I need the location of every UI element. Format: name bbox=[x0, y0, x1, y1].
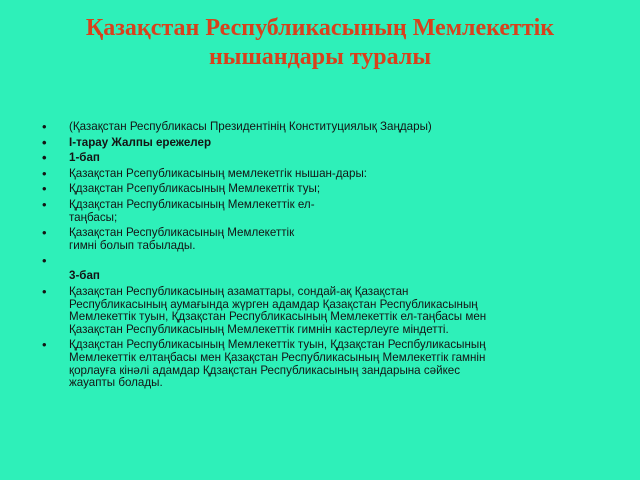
list-item bbox=[42, 270, 602, 283]
list-item-text: • Қазақстан Республикасының азаматтары, сондай-ақ Қазақстан bbox=[69, 284, 409, 298]
chapter-heading: • І-тарау Жалпы ережелер bbox=[69, 135, 212, 149]
list-item-text: Мемлекеттік туын, Қдзақстан Республикасының Мемлекеттік ел-таңбасы мен bbox=[69, 310, 487, 324]
list-item bbox=[42, 286, 602, 336]
list-item-text: • Қазақстан Республикасының Мемлекеттік bbox=[69, 226, 295, 240]
list-item bbox=[42, 137, 602, 150]
list-item-text: • Қдзақстан Рсепубликасының Мемлекетгік туы; bbox=[69, 182, 321, 196]
list-item-text: • Қазақстан Рсепубликасының мемлекетгік нышан-дары: bbox=[69, 166, 368, 180]
list-item-text: гимні болып табылады. bbox=[69, 238, 196, 252]
list-item-text: • Қдзақстан Республикасының Мемлекеттік туын, Қдзақстан Респбуликасының bbox=[69, 338, 486, 352]
list-item-text: қорлауға кінәлі адамдар Қдзақстан Республикасының зандарына сәйкес bbox=[69, 363, 461, 377]
list-item-text: Қазақстан Республикасының Мемлекеттік гимнін кастерлеуге міндетті. bbox=[69, 322, 449, 336]
list-item-text: жауапты болады. bbox=[69, 376, 163, 390]
list-item-text: • Қдзақстан Республикасының Мемлекеттік ел- bbox=[69, 197, 315, 211]
list-item-text: • (Қазақстан Республикасы Президентінің Конституциялық Заңдары) bbox=[69, 120, 432, 133]
list-item bbox=[42, 121, 602, 134]
list-item-text: Мемлекеттік елтаңбасы мен Қазақстан Республикасының Мемлекетгік гамнін bbox=[69, 350, 486, 364]
title-line-2: нышандары туралы bbox=[208, 44, 432, 70]
content-list bbox=[42, 121, 602, 393]
list-item bbox=[42, 152, 602, 165]
article-heading: 3-бап bbox=[69, 269, 100, 283]
list-item-text: таңбасы; bbox=[69, 210, 118, 224]
title-line-1: Қазақстан Республикасының Мемлекеттік bbox=[85, 15, 555, 41]
list-item-empty bbox=[42, 255, 602, 269]
page-title bbox=[40, 14, 600, 72]
list-item bbox=[42, 168, 602, 181]
list-item bbox=[42, 339, 602, 389]
list-item bbox=[42, 227, 602, 252]
list-item bbox=[42, 183, 602, 196]
list-item-text: Республикасының аумағында жүрген адамдар Қазақстан Республикасының bbox=[69, 297, 478, 311]
article-heading: • 1-бап bbox=[69, 151, 100, 165]
list-item bbox=[42, 199, 602, 224]
